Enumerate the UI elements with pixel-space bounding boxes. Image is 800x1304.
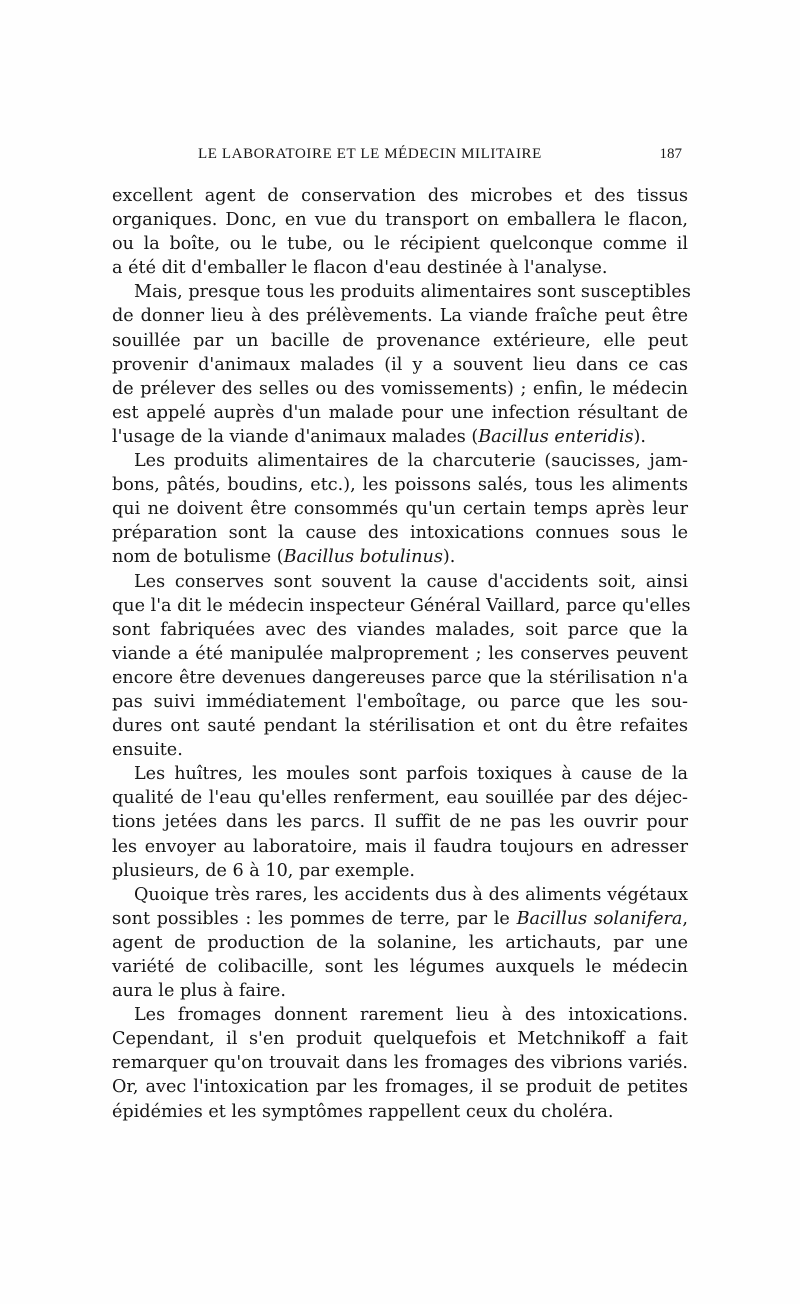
text-line: [112, 955, 688, 979]
text-segment: Mais, presque tous les produits alimentaires sont susceptibles: [134, 282, 691, 303]
text-line: [112, 931, 688, 955]
running-head: LE LABORATOIRE ET LE MÉDECIN MILITAIRE: [198, 146, 542, 162]
text-line: [112, 1100, 688, 1124]
text-segment: Les produits alimentaires de la charcuterie (saucisses, jam-: [134, 451, 688, 472]
text-segment: remarquer qu'on trouvait dans les fromages des vibrions variés.: [112, 1053, 688, 1074]
text-segment: souillée par un bacille de provenance extérieure, elle peut: [112, 330, 688, 351]
text-line: [112, 883, 688, 907]
text-segment: provenir d'animaux malades (il y a souvent lieu dans ce cas: [112, 354, 688, 375]
text-line: [112, 184, 688, 208]
text-line: [112, 425, 688, 449]
text-segment: bons, pâtés, boudins, etc.), les poissons salés, tous les aliments: [112, 475, 688, 496]
text-segment: agent de production de la solanine, les artichauts, par une: [112, 932, 688, 953]
text-segment: les envoyer au laboratoire, mais il faudra toujours en adresser: [112, 836, 688, 857]
text-line: [112, 570, 688, 594]
text-segment: nom de botulisme (: [112, 547, 284, 568]
text-segment: variété de colibacille, sont les légumes auxquels le médecin: [112, 957, 688, 977]
text-line: [112, 907, 688, 931]
text-line: [112, 208, 688, 232]
text-line: [112, 473, 688, 497]
text-segment: Cependant, il s'en produit quelquefois et Metchnikoff a fait: [112, 1029, 688, 1050]
italic-species-name: Bacillus solanifera: [516, 908, 683, 929]
text-line: [112, 642, 688, 666]
text-line: [112, 304, 688, 328]
text-line: [112, 618, 688, 642]
text-segment: Quoique très rares, les accidents dus à des aliments végétaux: [134, 884, 688, 905]
text-line: [112, 401, 688, 425]
text-line: [112, 810, 688, 834]
text-segment: que l'a dit le médecin inspecteur Général Vaillard, parce qu'elles: [112, 595, 691, 616]
text-segment: de prélever des selles ou des vomissements) ; enfin, le médecin: [112, 378, 688, 399]
text-segment: est appelé auprès d'un malade pour une infection résultant de: [112, 402, 688, 423]
text-line: [112, 1075, 688, 1099]
text-line: [112, 521, 688, 545]
text-segment: a été dit d'emballer le flacon d'eau destinée à l'analyse.: [112, 258, 608, 279]
text-line: [112, 786, 688, 810]
text-segment: de donner lieu à des prélèvements. La viande fraîche peut être: [112, 306, 688, 327]
text-segment: ).: [633, 426, 646, 447]
text-line: [112, 979, 688, 1003]
text-segment: Les huîtres, les moules sont parfois toxiques à cause de la: [134, 764, 688, 785]
text-line: [112, 859, 688, 883]
text-segment: excellent agent de conservation des microbes et des tissus: [112, 186, 688, 206]
text-segment: aura le plus à faire.: [112, 981, 286, 1002]
text-line: [112, 497, 688, 521]
text-line: [112, 329, 688, 353]
text-line: [112, 666, 688, 690]
text-line: [112, 594, 691, 618]
text-line: [112, 545, 688, 569]
text-line: [112, 377, 688, 401]
text-line: [112, 1051, 688, 1075]
text-segment: tions jetées dans les parcs. Il suffit de ne pas les ouvrir pour: [112, 812, 688, 833]
text-line: [112, 280, 691, 304]
text-segment: ensuite.: [112, 740, 183, 761]
text-line: [112, 1027, 688, 1051]
body-text: [112, 184, 691, 1124]
text-segment: encore être devenues dangereuses parce que la stérilisation n'a: [112, 667, 688, 688]
text-segment: préparation sont la cause des intoxications connues sous le: [112, 523, 688, 544]
text-segment: épidémies et les symptômes rappellent ceux du choléra.: [112, 1101, 614, 1122]
italic-species-name: Bacillus enteridis: [478, 426, 634, 447]
text-line: [112, 256, 688, 280]
text-line: [112, 1003, 688, 1027]
text-segment: organiques. Donc, en vue du transport on emballera le flacon,: [112, 210, 688, 231]
page-number: 187: [659, 146, 682, 162]
text-segment: qui ne doivent être consommés qu'un certain temps après leur: [112, 499, 688, 520]
text-line: [112, 714, 688, 738]
text-segment: pas suivi immédiatement l'emboîtage, ou parce que les sou-: [112, 691, 688, 712]
text-line: [112, 232, 688, 256]
italic-species-name: Bacillus botulinus: [283, 547, 443, 568]
text-segment: qualité de l'eau qu'elles renferment, eau souillée par des déjec-: [112, 788, 688, 809]
page-header: [112, 146, 682, 168]
text-segment: dures ont sauté pendant la stérilisation et ont du être refaites: [112, 716, 688, 737]
text-segment: Les conserves sont souvent la cause d'accidents soit, ainsi: [134, 571, 688, 592]
text-line: [112, 353, 688, 377]
text-line: [112, 690, 688, 714]
text-segment: ,: [682, 908, 688, 929]
text-segment: l'usage de la viande d'animaux malades (: [112, 426, 479, 447]
text-line: [112, 449, 688, 473]
text-segment: sont fabriquées avec des viandes malades, soit parce que la: [112, 619, 688, 640]
text-segment: Les fromages donnent rarement lieu à des intoxications.: [134, 1005, 688, 1026]
text-segment: Or, avec l'intoxication par les fromages, il se produit de petites: [112, 1077, 688, 1098]
text-line: [112, 835, 688, 859]
text-segment: viande a été manipulée malproprement ; les conserves peuvent: [112, 643, 688, 664]
text-segment: ou la boîte, ou le tube, ou le récipient quelconque comme il: [112, 234, 688, 255]
text-segment: ).: [442, 547, 456, 568]
text-line: [112, 762, 688, 786]
text-segment: plusieurs, de 6 à 10, par exemple.: [112, 860, 416, 881]
text-segment: sont possibles : les pommes de terre, par le: [112, 908, 517, 929]
text-line: [112, 738, 688, 762]
